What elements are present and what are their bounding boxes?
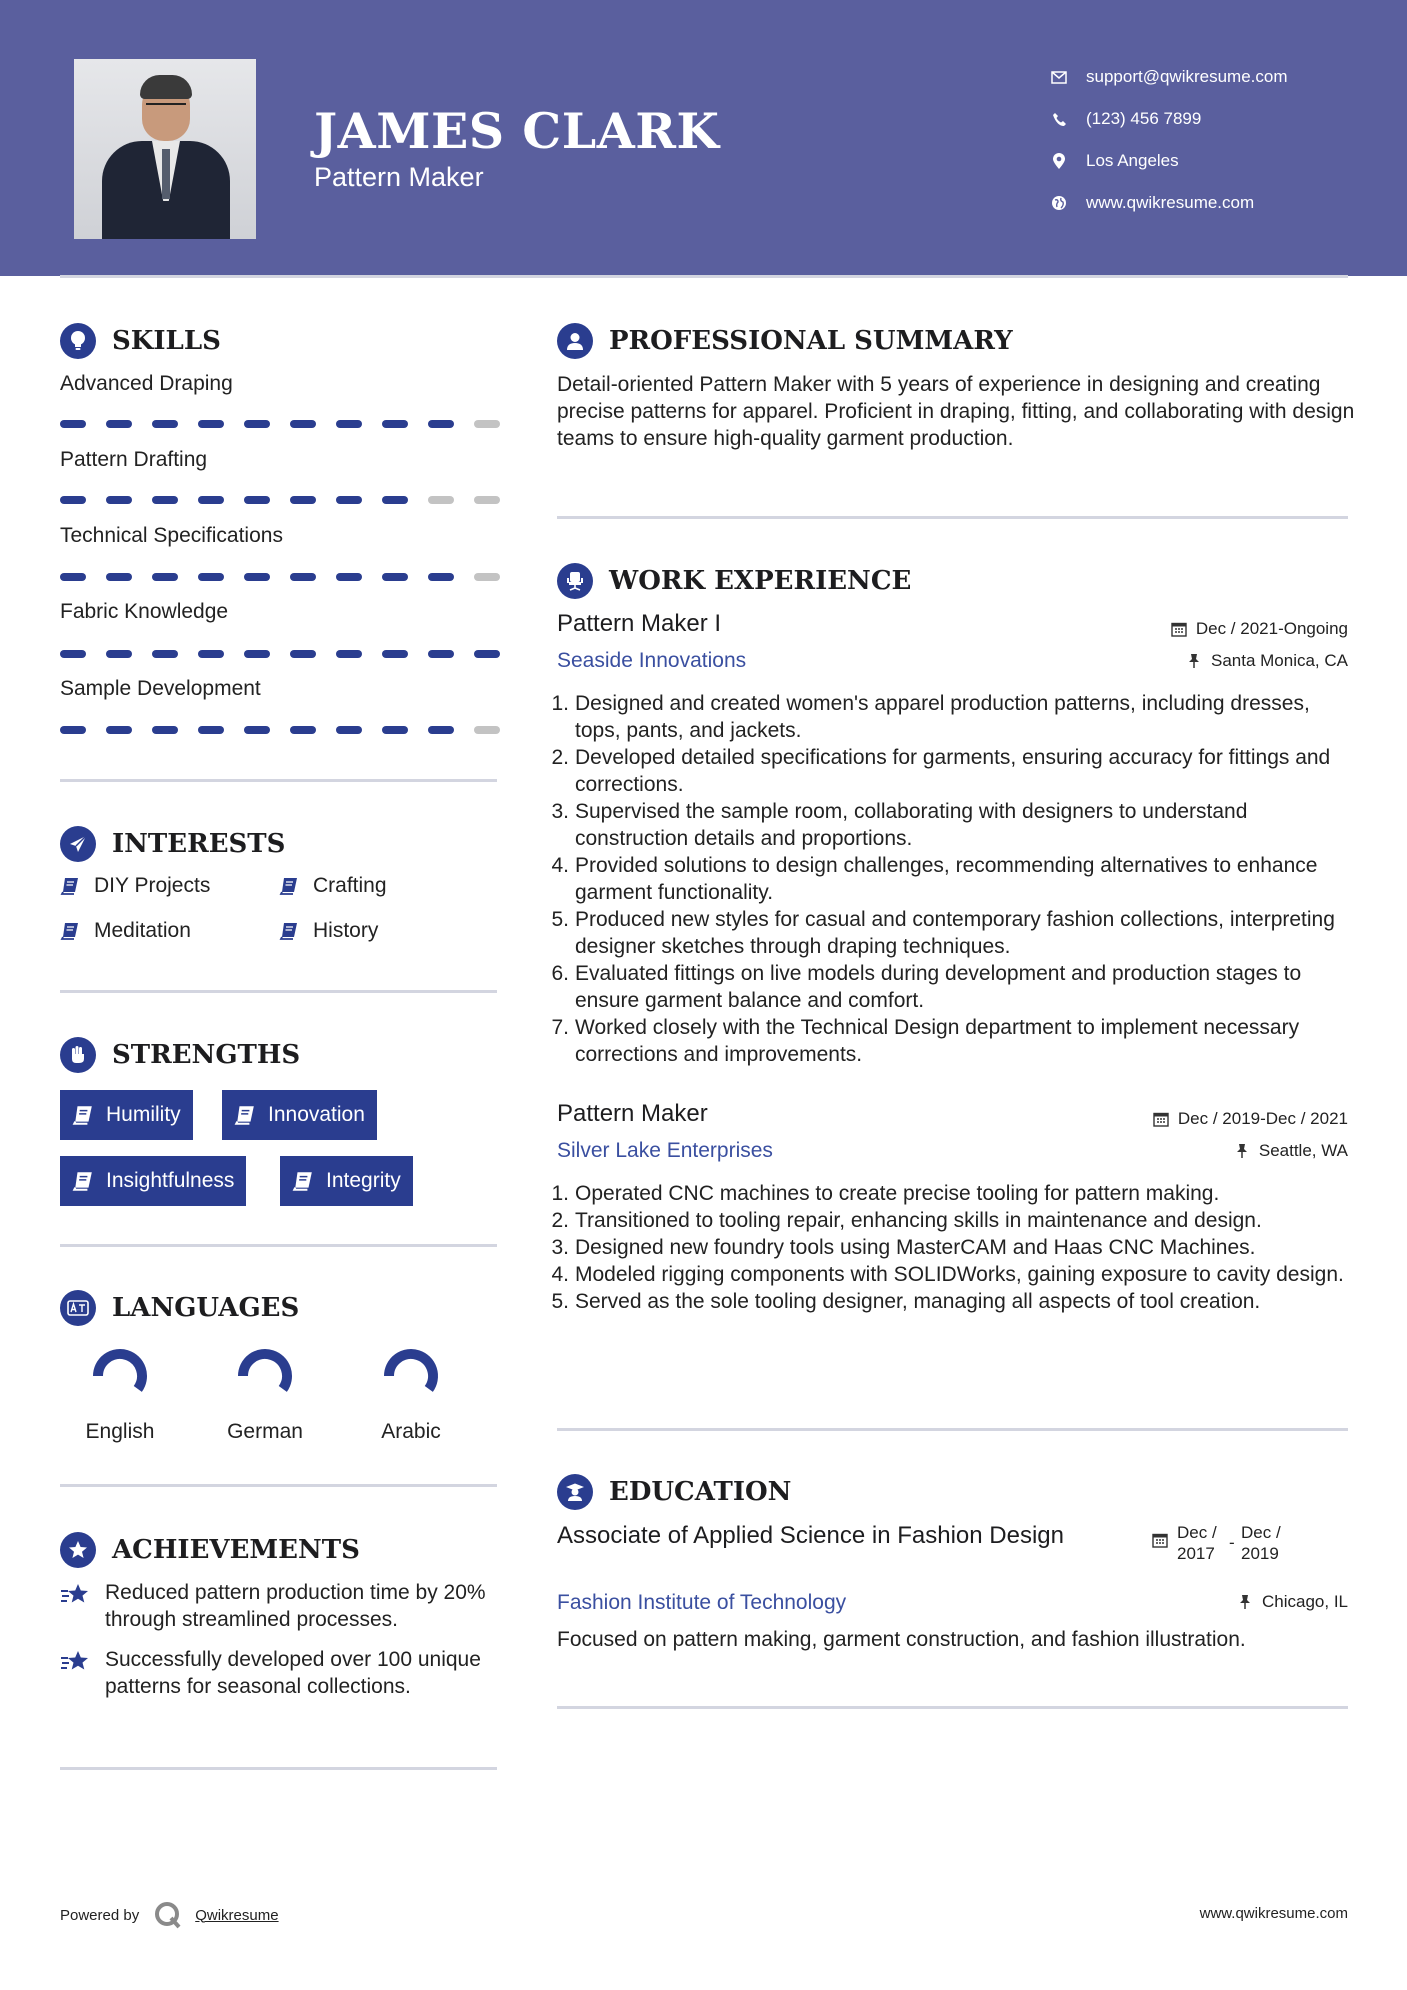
achievement-item: Reduced pattern production time by 20% through streamlined processes. <box>60 1579 505 1633</box>
duty-number: 2. <box>551 1209 569 1232</box>
footer-brand-link[interactable]: Qwikresume <box>195 1906 279 1924</box>
calendar-icon <box>1152 1532 1168 1548</box>
header-divider <box>60 275 1348 278</box>
pushpin-icon <box>1186 653 1202 669</box>
book-icon <box>72 1170 94 1192</box>
skill-name: Pattern Drafting <box>60 448 208 471</box>
skill-dot <box>290 726 316 734</box>
work-heading: WORK EXPERIENCE <box>557 563 911 599</box>
globe-icon <box>1050 194 1068 212</box>
shooting-star-icon <box>60 1581 92 1609</box>
skill-dot <box>152 496 178 504</box>
skill-dot <box>474 726 500 734</box>
skill-dot <box>60 573 86 581</box>
skill-dot <box>290 496 316 504</box>
skill-dot <box>336 496 362 504</box>
qwikresume-logo-icon <box>153 1900 183 1930</box>
section-divider <box>60 1244 497 1247</box>
book-icon <box>279 921 299 941</box>
duty-number: 6. <box>551 962 569 985</box>
duty-item <box>551 1261 1357 1288</box>
interest-item: Crafting <box>279 874 387 898</box>
skill-dot <box>198 420 224 428</box>
phone-icon <box>1050 110 1068 128</box>
skill-rating <box>60 650 520 658</box>
language-level-ring <box>88 1344 152 1408</box>
duty-item <box>551 852 1357 906</box>
skill-dot <box>382 650 408 658</box>
star-badge-icon <box>60 1532 96 1568</box>
skill-dot <box>198 573 224 581</box>
header-banner <box>0 0 1407 276</box>
skill-dot <box>428 420 454 428</box>
duty-item <box>551 1180 1357 1207</box>
graduate-icon <box>557 1474 593 1510</box>
contact-phone[interactable]: (123) 456 7899 <box>1050 98 1288 140</box>
duty-item <box>551 744 1357 798</box>
summary-text: Detail-oriented Pattern Maker with 5 years of experience in designing and creating precise patterns for apparel. Proficient in draping, fitting, and collaborating with design teams to ensure high-quality garment production. <box>557 373 1355 450</box>
skill-dot <box>290 573 316 581</box>
duty-item <box>551 690 1357 744</box>
skill-dot <box>60 420 86 428</box>
user-icon <box>557 323 593 359</box>
skill-dot <box>382 573 408 581</box>
job-duties <box>551 1180 1357 1315</box>
contact-list <box>1050 56 1288 224</box>
shooting-star-icon <box>60 1648 92 1676</box>
skill-dot <box>244 573 270 581</box>
skill-dot <box>428 650 454 658</box>
achievements-heading: ACHIEVEMENTS <box>60 1532 360 1568</box>
section-divider <box>60 779 497 782</box>
education-dates: Dec / 2017 - Dec / 2019 <box>1152 1522 1293 1564</box>
duty-item <box>551 1288 1357 1315</box>
duty-text: Served as the sole tooling designer, managing all aspects of tool creation. <box>575 1290 1261 1313</box>
education-heading: EDUCATION <box>557 1474 791 1510</box>
language-item: German <box>205 1344 325 1444</box>
duty-number: 3. <box>551 800 569 823</box>
summary-heading: PROFESSIONAL SUMMARY <box>557 323 1013 359</box>
skill-dot <box>106 496 132 504</box>
book-icon <box>292 1170 314 1192</box>
skill-name: Fabric Knowledge <box>60 600 229 623</box>
company-name: Seaside Innovations <box>557 649 747 672</box>
language-level-arc <box>98 1354 142 1389</box>
book-icon <box>279 876 299 896</box>
school-name: Fashion Institute of Technology <box>557 1591 847 1614</box>
duty-text: Operated CNC machines to create precise tooling for pattern making. <box>575 1182 1220 1205</box>
duty-text: Evaluated fittings on live models during development and production stages to ensure garment balance and comfort. <box>575 962 1302 1012</box>
job-date: Dec / 2021-Ongoing <box>1171 619 1348 639</box>
duty-item <box>551 798 1357 852</box>
duty-number: 4. <box>551 854 569 877</box>
language-item: Arabic <box>351 1344 471 1444</box>
skill-name: Advanced Draping <box>60 372 233 395</box>
duty-number: 1. <box>551 1182 569 1205</box>
skill-dot <box>382 420 408 428</box>
skill-dot <box>336 573 362 581</box>
education-location: Chicago, IL <box>1237 1592 1348 1612</box>
skill-dot <box>244 650 270 658</box>
strength-tag: Insightfulness <box>60 1156 246 1206</box>
section-divider <box>557 1428 1348 1431</box>
skill-dot <box>106 650 132 658</box>
skill-dot <box>382 496 408 504</box>
skill-dot <box>244 726 270 734</box>
duty-text: Provided solutions to design challenges, recommending alternatives to enhance garment functionality. <box>575 854 1318 904</box>
duty-item <box>551 1207 1357 1234</box>
lightbulb-icon <box>60 323 96 359</box>
duty-number: 3. <box>551 1236 569 1259</box>
profile-photo <box>74 59 256 239</box>
interests-heading: INTERESTS <box>60 826 285 862</box>
duty-text: Designed and created women's apparel production patterns, including dresses, tops, pants, and jackets. <box>575 692 1310 742</box>
skill-dot <box>244 496 270 504</box>
section-divider <box>60 990 497 993</box>
skill-dot <box>428 573 454 581</box>
interest-item: DIY Projects <box>60 874 210 898</box>
job-location: Seattle, WA <box>1234 1141 1348 1161</box>
book-icon <box>60 921 80 941</box>
language-level-arc <box>389 1354 433 1389</box>
book-icon <box>60 876 80 896</box>
company-name: Silver Lake Enterprises <box>557 1139 773 1162</box>
strength-tag: Innovation <box>222 1090 377 1140</box>
skill-dot <box>152 420 178 428</box>
skill-name: Sample Development <box>60 677 261 700</box>
job-location: Santa Monica, CA <box>1186 651 1348 671</box>
duty-text: Designed new foundry tools using MasterCAM and Haas CNC Machines. <box>575 1236 1256 1259</box>
skill-dot <box>336 650 362 658</box>
footer-powered-by: Powered by Qwikresume <box>60 1900 279 1930</box>
skill-dot <box>336 420 362 428</box>
skill-dot <box>198 650 224 658</box>
skill-rating <box>60 496 520 504</box>
interest-item: History <box>279 919 378 943</box>
skill-dot <box>60 726 86 734</box>
contact-email[interactable]: support@qwikresume.com <box>1050 56 1288 98</box>
duty-text: Modeled rigging components with SOLIDWorks, gaining exposure to cavity design. <box>575 1263 1344 1286</box>
candidate-name: JAMES CLARK <box>314 102 720 160</box>
skill-dot <box>106 726 132 734</box>
skill-dot <box>60 650 86 658</box>
skill-dot <box>474 496 500 504</box>
strength-tag: Integrity <box>280 1156 413 1206</box>
section-divider <box>557 516 1348 519</box>
contact-website[interactable]: www.qwikresume.com <box>1050 182 1288 224</box>
skill-dot <box>382 726 408 734</box>
duty-text: Produced new styles for casual and contemporary fashion collections, interpreting designer sketches through draping techniques. <box>575 908 1335 958</box>
translate-icon <box>60 1290 96 1326</box>
skill-dot <box>198 726 224 734</box>
duty-item <box>551 906 1357 960</box>
section-divider <box>60 1484 497 1487</box>
skill-dot <box>290 420 316 428</box>
achievement-item: Successfully developed over 100 unique patterns for seasonal collections. <box>60 1646 505 1700</box>
duty-text: Supervised the sample room, collaborating with designers to understand construction details and proportions. <box>575 800 1248 850</box>
skill-rating <box>60 420 520 428</box>
paper-plane-icon <box>60 826 96 862</box>
envelope-icon <box>1050 68 1068 86</box>
candidate-role: Pattern Maker <box>314 162 484 192</box>
office-chair-icon <box>557 563 593 599</box>
skill-dot <box>474 650 500 658</box>
job-title: Pattern Maker <box>557 1100 708 1127</box>
strength-tag: Humility <box>60 1090 193 1140</box>
duty-number: 1. <box>551 692 569 715</box>
skills-heading: SKILLS <box>60 323 221 359</box>
skill-dot <box>336 726 362 734</box>
skill-dot <box>60 496 86 504</box>
skill-name: Technical Specifications <box>60 524 283 547</box>
skill-dot <box>152 573 178 581</box>
duty-text: Developed detailed specifications for garments, ensuring accuracy for fittings and corrections. <box>575 746 1331 796</box>
skill-dot <box>428 726 454 734</box>
languages-heading: LANGUAGES <box>60 1290 299 1326</box>
skill-dot <box>290 650 316 658</box>
skill-dot <box>106 420 132 428</box>
location-pin-icon <box>1050 152 1068 170</box>
language-level-ring <box>233 1344 297 1408</box>
duty-text: Transitioned to tooling repair, enhancing skills in maintenance and design. <box>575 1209 1262 1232</box>
skill-dot <box>152 726 178 734</box>
education-description: Focused on pattern making, garment construction, and fashion illustration. <box>557 1628 1246 1651</box>
skill-dot <box>474 420 500 428</box>
job-title: Pattern Maker I <box>557 610 722 637</box>
skill-dot <box>474 573 500 581</box>
duty-number: 4. <box>551 1263 569 1286</box>
duty-number: 2. <box>551 746 569 769</box>
duty-item <box>551 960 1357 1014</box>
skill-dot <box>428 496 454 504</box>
language-level-arc <box>243 1354 287 1389</box>
skill-rating <box>60 726 520 734</box>
skill-dot <box>106 573 132 581</box>
book-icon <box>72 1104 94 1126</box>
degree-title: Associate of Applied Science in Fashion Design <box>557 1522 1064 1549</box>
pushpin-icon <box>1237 1594 1253 1610</box>
calendar-icon <box>1153 1111 1169 1127</box>
duty-number: 7. <box>551 1016 569 1039</box>
job-duties <box>551 690 1357 1068</box>
duty-item <box>551 1014 1357 1068</box>
job-date: Dec / 2019-Dec / 2021 <box>1153 1109 1348 1129</box>
raised-fist-icon <box>60 1037 96 1073</box>
duty-text: Worked closely with the Technical Design department to implement necessary corrections and improvements. <box>575 1016 1300 1066</box>
skill-rating <box>60 573 520 581</box>
language-item: English <box>60 1344 180 1444</box>
duty-item <box>551 1234 1357 1261</box>
section-divider <box>60 1767 497 1770</box>
book-icon <box>234 1104 256 1126</box>
skill-dot <box>198 496 224 504</box>
section-divider <box>557 1706 1348 1709</box>
strengths-heading: STRENGTHS <box>60 1037 300 1073</box>
skill-dot <box>244 420 270 428</box>
calendar-icon <box>1171 621 1187 637</box>
contact-location: Los Angeles <box>1050 140 1288 182</box>
interest-item: Meditation <box>60 919 191 943</box>
duty-number: 5. <box>551 908 569 931</box>
pushpin-icon <box>1234 1143 1250 1159</box>
footer-url[interactable]: www.qwikresume.com <box>1199 1905 1348 1922</box>
skill-dot <box>152 650 178 658</box>
duty-number: 5. <box>551 1290 569 1313</box>
language-level-ring <box>379 1344 443 1408</box>
